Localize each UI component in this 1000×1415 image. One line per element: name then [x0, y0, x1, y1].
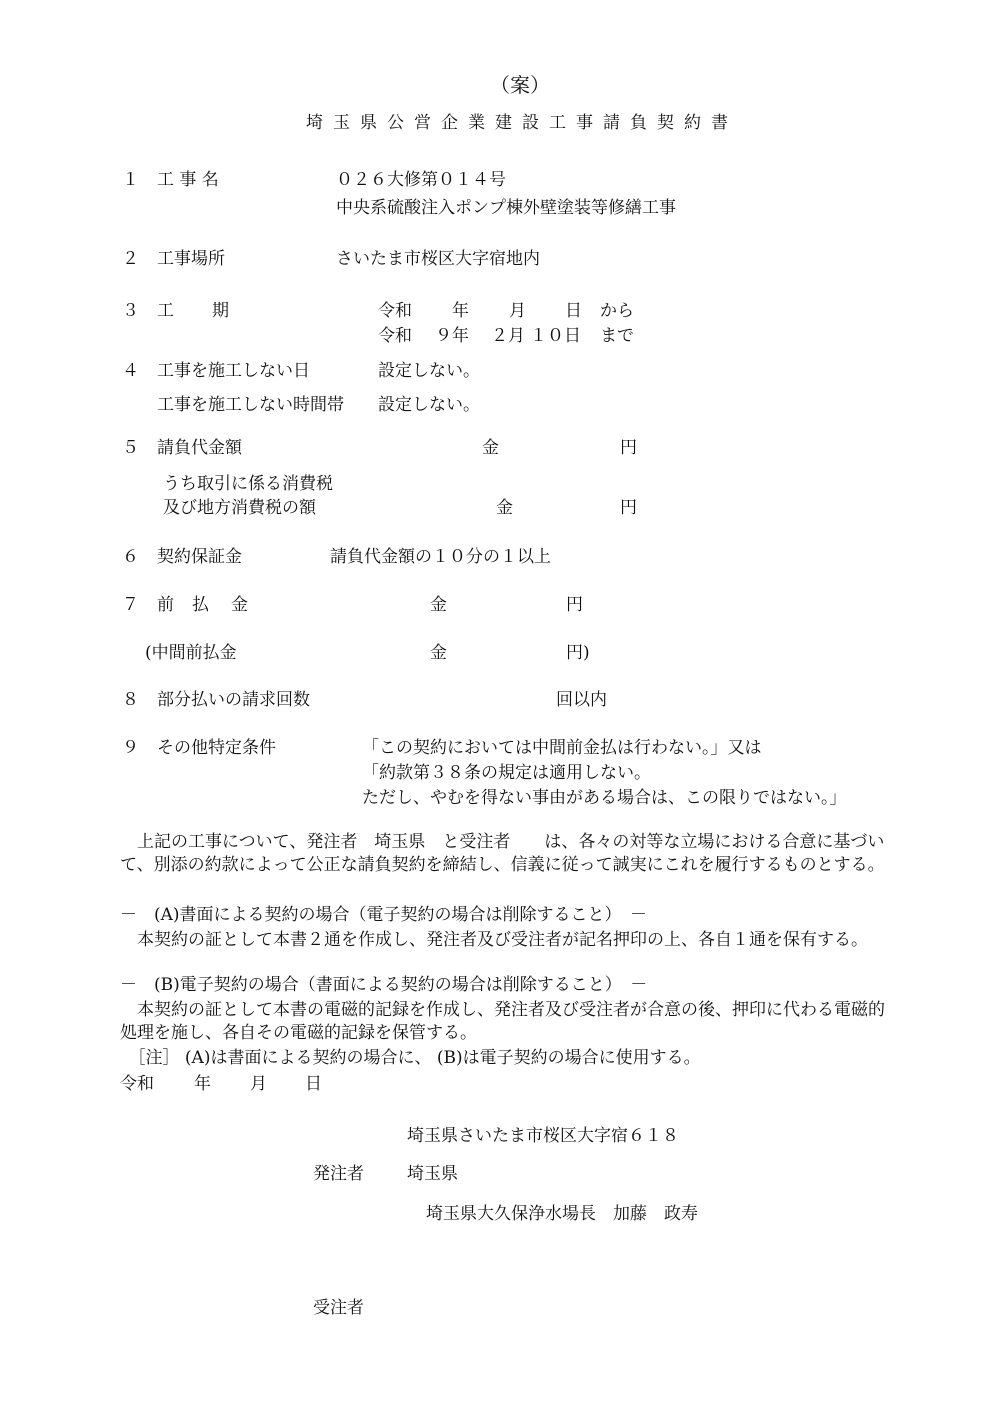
item-1-number: １	[122, 170, 139, 190]
item-1-value-line2: 中央系硫酸注入ポンプ棟外壁塗装等修繕工事	[336, 198, 676, 218]
date-month: 月	[250, 1074, 267, 1094]
orderer-representative: 埼玉県大久保浄水場長 加藤 政寿	[426, 1204, 698, 1224]
document-title: 埼玉県公営企業建設工事請負契約書	[306, 113, 738, 133]
period-end-day: １０日	[530, 326, 581, 346]
date-day: 日	[305, 1074, 322, 1094]
contract-amount-kin: 金	[482, 438, 499, 458]
date-era: 令和	[120, 1074, 154, 1094]
period-start-suffix: から	[600, 301, 634, 321]
special-conditions-label: その他特定条件	[157, 738, 276, 758]
deposit-label: 契約保証金	[157, 547, 242, 567]
contract-amount-yen: 円	[620, 438, 637, 458]
period-end-month: ２月	[491, 326, 525, 346]
item-2-number: ２	[122, 249, 139, 269]
non-work-days-label: 工事を施工しない日	[157, 361, 310, 381]
item-8-number: ８	[122, 690, 139, 710]
usage-note: ［注］ (A)は書面による契約の場合に、 (B)は電子契約の場合に使用する。	[120, 1048, 701, 1068]
advance-label-c: 金	[231, 595, 248, 615]
period-start-month: 月	[509, 301, 526, 321]
main-paragraph: 上記の工事について、発注者 埼玉県 と受注者 は、各々の対等な立場における合意に基づいて、別添の約款によって公正な請負契約を締結し、信義に従って誠実にこれを履行するものとする。	[120, 832, 885, 875]
item-1-label: 工 事 名	[157, 170, 219, 190]
advance-kin: 金	[430, 595, 447, 615]
non-work-days-value: 設定しない。	[378, 361, 480, 381]
orderer-address: 埼玉県さいたま市桜区大字宿６１８	[407, 1126, 679, 1146]
deposit-value: 請負代金額の１０分の１以上	[330, 547, 551, 567]
section-b-text: 本契約の証として本書の電磁的記録を作成し、発注者及び受注者が合意の後、押印に代わる電磁的処理を施し、各自その電磁的記録を保管する。	[120, 1000, 885, 1043]
section-a-heading: － (A)書面による契約の場合（電子契約の場合は削除すること） －	[120, 905, 648, 925]
tax-amount-yen: 円	[620, 498, 637, 518]
period-end-era: 令和	[378, 326, 412, 346]
contract-amount-label: 請負代金額	[157, 438, 242, 458]
mid-advance-yen: 円)	[566, 643, 590, 663]
period-start-year: 年	[452, 301, 469, 321]
mid-advance-kin: 金	[430, 643, 447, 663]
item-3-label-b: 期	[212, 301, 229, 321]
period-start-era: 令和	[378, 301, 412, 321]
advance-label-b: 払	[192, 595, 209, 615]
item-7-number: ７	[122, 595, 139, 615]
special-conditions-line2: 「約款第３８条の規定は適用しない。	[362, 763, 651, 783]
mid-advance-label: (中間前払金	[145, 643, 237, 663]
partial-payment-value: 回以内	[556, 690, 607, 710]
special-conditions-line1: 「この契約においては中間前金払は行わない。」又は	[362, 738, 762, 758]
item-3-number: ３	[122, 301, 139, 321]
advance-yen: 円	[566, 595, 583, 615]
non-work-hours-value: 設定しない。	[378, 395, 480, 415]
special-conditions-line3: ただし、やむを得ない事由がある場合は、この限りではない。」	[362, 788, 847, 808]
section-b-heading: － (B)電子契約の場合（書面による契約の場合は削除すること） －	[120, 975, 648, 995]
period-end-year: ９年	[435, 326, 469, 346]
period-start-day: 日	[565, 301, 582, 321]
item-5-number: ５	[122, 438, 139, 458]
non-work-hours-label: 工事を施工しない時間帯	[157, 395, 344, 415]
advance-label-a: 前	[157, 595, 174, 615]
contractor-label: 受注者	[313, 1298, 364, 1318]
period-end-suffix: まで	[600, 326, 634, 346]
item-9-number: ９	[122, 738, 139, 758]
item-1-value-line1: ０２６大修第０１４号	[336, 170, 506, 190]
item-4-number: ４	[122, 361, 139, 381]
item-6-number: ６	[122, 547, 139, 567]
date-year: 年	[194, 1074, 211, 1094]
item-2-value: さいたま市桜区大字宿地内	[336, 249, 540, 269]
tax-label-line2: 及び地方消費税の額	[163, 498, 316, 518]
draft-mark: （案）	[490, 73, 550, 97]
orderer-name: 埼玉県	[407, 1164, 458, 1184]
tax-label-line1: うち取引に係る消費税	[163, 474, 333, 494]
orderer-label: 発注者	[313, 1164, 364, 1184]
item-3-label-a: 工	[157, 301, 174, 321]
section-a-text: 本契約の証として本書２通を作成し、発注者及び受注者が記名押印の上、各自１通を保有する。	[120, 930, 868, 950]
item-2-label: 工事場所	[157, 249, 225, 269]
partial-payment-label: 部分払いの請求回数	[157, 690, 310, 710]
tax-amount-kin: 金	[496, 498, 513, 518]
